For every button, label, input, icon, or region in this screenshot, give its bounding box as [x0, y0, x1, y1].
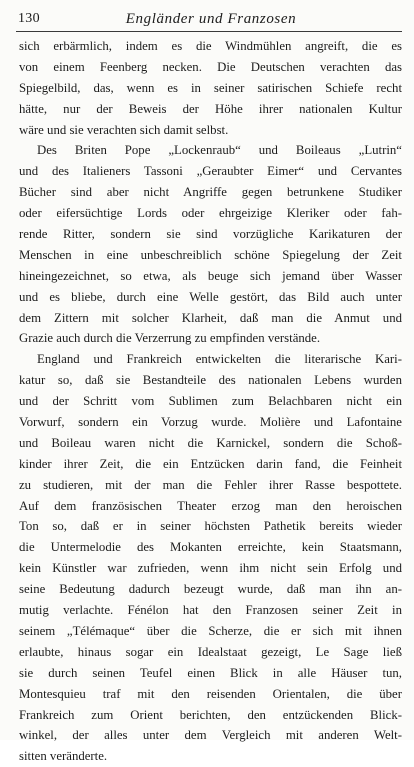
text-line: und der Schritt vom Sublimen zum Belachbaren nicht ein	[19, 394, 402, 409]
text-line: sich erbärmlich, indem es die Windmühlen angreift, die es	[19, 39, 402, 53]
text-line: von einem Feenberg necken. Die Deutschen verachten das	[19, 59, 402, 74]
text-line: die Untermelodie des Mokanten erreichte, kein Staatsmann,	[19, 540, 402, 555]
page-number: 130	[18, 11, 40, 26]
text-line: und es bliebe, durch eine Welle gestört, das Bild auch unter	[19, 289, 402, 304]
text-line: oder eifersüchtige Lords oder ehrgeizige Kleriker oder fah-	[19, 206, 402, 221]
text-line: England und Frankreich entwickelten die literarische Kari-	[37, 352, 402, 367]
text-line: seinem „Télémaque“ über die Scherze, die er sich mit ihnen	[19, 623, 402, 638]
text-line: Bücher sind aber nicht Angriffe gegen betrunkene Studiker	[19, 185, 402, 200]
text-line: kinder ihrer Zeit, die ein Entzücken darin fand, die Feinheit	[19, 456, 402, 471]
text-line: zu studieren, mit der man die Fehler ihrer Rasse bespottete.	[19, 477, 402, 492]
running-title: Engländer und Franzosen	[125, 11, 297, 27]
text-line: und Boileau waren nicht die Karnickel, sondern die Schoß-	[19, 435, 402, 450]
text-line: Des Briten Pope „Lockenraub“ und Boileaus „Lutrin“	[37, 143, 402, 158]
text-line: sie durch seinen Teufel einen Blick in alle Häuser tun,	[19, 665, 402, 680]
text-line: Grazie auch durch die Verzerrung zu empfinden verstände.	[19, 331, 321, 346]
text-line: wäre und sie verachten sich damit selbst.	[19, 122, 229, 137]
text-line: Vorwurf, sondern ein Vorzug wurde. Molière und Lafontaine	[19, 415, 402, 430]
text-line: Spiegelbild, das, wenn es in seiner satirischen Schiefe recht	[19, 80, 402, 95]
text-line: Auf dem französischen Theater erzog man den heroischen	[19, 498, 402, 513]
text-line: erlaubte, hinaus sogar ein Idealstaat gezeigt, Le Sage ließ	[19, 644, 402, 659]
body-text	[19, 36, 402, 767]
text-line: dem Zittern mit solcher Klarheit, daß man die Anmut und	[19, 310, 402, 325]
header-rule	[16, 31, 402, 32]
page-header	[18, 10, 404, 30]
text-line: winkel, der alles unter dem Vergleich mit anderen Welt-	[19, 728, 402, 743]
paragraph	[19, 349, 402, 767]
text-line: Montesquieu traf mit den reisenden Orientalen, die über	[19, 686, 402, 701]
text-line: Ton so, daß er in seiner höchsten Pathetik bereits wieder	[19, 519, 402, 534]
text-line: mutig verlachte. Fénélon hat den Franzosen seiner Zeit in	[19, 603, 402, 618]
text-line: hätte, nur der Beweis der Höhe ihrer nationalen Kultur	[19, 101, 402, 116]
text-line: seine Bedeutung dadurch bezeugt wurde, daß man ihn an-	[19, 582, 402, 597]
text-line: Frankreich zum Orient berichten, den entzückenden Blick-	[19, 707, 402, 722]
text-line: katur so, daß sie Bestandteile des nationalen Lebens wurden	[19, 373, 402, 388]
text-line: rende Ritter, sondern sie sind vorzügliche Karikaturen der	[19, 227, 402, 242]
text-line: sitten veränderte.	[19, 749, 108, 764]
text-line: Menschen in eine unbeschreiblich schöne Spiegelung der Zeit	[19, 247, 402, 262]
paragraph	[19, 36, 402, 140]
text-line: hineingezeichnet, so etwa, als beuge sich jemand über Wasser	[19, 268, 402, 283]
paragraph	[19, 140, 402, 349]
text-line: kein Künstler war zufrieden, wenn ihm nicht sein Erfolg und	[19, 561, 402, 576]
text-line: und des Italieners Tassoni „Geraubter Eimer“ und Cervantes	[19, 164, 402, 179]
